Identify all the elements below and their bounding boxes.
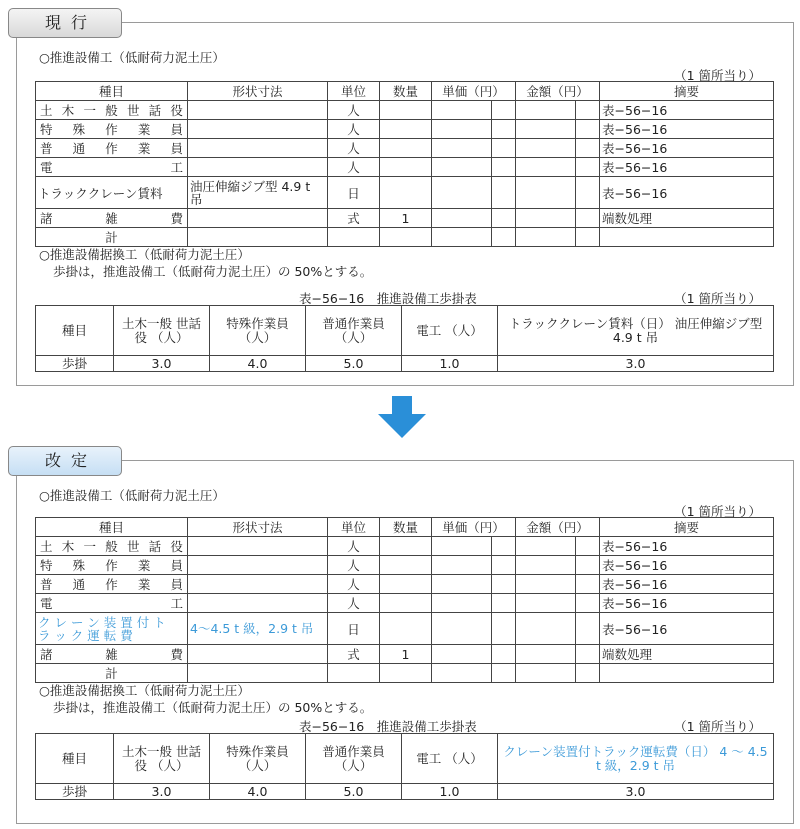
header-cell: 電工 （人）	[402, 734, 498, 784]
remark-cell: 表−56−16	[600, 120, 774, 139]
unit-note: （1 箇所当り）	[674, 291, 761, 306]
table-row	[36, 594, 774, 613]
unit-cell: 人	[328, 139, 380, 158]
unit-cell: 人	[328, 101, 380, 120]
shape-cell	[188, 537, 328, 556]
header-cell: 特殊作業員 （人）	[210, 306, 306, 356]
header-cell: 金額（円）	[516, 82, 600, 101]
item-cell: 計	[36, 228, 188, 247]
item-cell	[36, 209, 188, 228]
value-cell: 1.0	[402, 356, 498, 372]
heading-suishin-setsubi: ○推進設備工（低耐荷力泥土圧）	[39, 50, 225, 65]
item-cell	[36, 645, 188, 664]
table-title: 表−56−16 推進設備工歩掛表	[299, 291, 477, 306]
item-cell	[36, 139, 188, 158]
value-cell: 4.0	[210, 784, 306, 800]
shape-cell	[188, 139, 328, 158]
remark-cell: 表−56−16	[600, 575, 774, 594]
item-label: 普 通 作 業 員	[40, 577, 183, 592]
shape-cell: 油圧伸縮ジブ型 4.9 t 吊	[188, 177, 328, 209]
sentence-50-percent: 歩掛は，推進設備工（低耐荷力泥土圧）の 50%とする。	[53, 700, 373, 715]
item-label: 特 殊 作 業 員	[40, 558, 183, 573]
table-row	[36, 613, 774, 645]
header-cell: 単価（円）	[432, 518, 516, 537]
header-cell: 形状寸法	[188, 82, 328, 101]
item-cell	[36, 537, 188, 556]
table-row	[36, 209, 774, 228]
value-cell: 3.0	[498, 784, 774, 800]
remark-cell: 端数処理	[600, 209, 774, 228]
value-cell: 3.0	[498, 356, 774, 372]
remark-cell: 表−56−16	[600, 613, 774, 645]
unit-cell: 人	[328, 594, 380, 613]
header-cell: 摘要	[600, 82, 774, 101]
item-label: 諸 雑 費	[40, 211, 183, 226]
header-cell: 種目	[36, 518, 188, 537]
qty-cell	[380, 177, 432, 209]
table-header	[36, 734, 774, 784]
table-header	[36, 82, 774, 101]
unit-note: （1 箇所当り）	[674, 68, 761, 83]
shape-cell	[188, 209, 328, 228]
header-cell: 土木一般 世話役 （人）	[114, 734, 210, 784]
unit-cell: 式	[328, 209, 380, 228]
row-label: 歩掛	[36, 784, 114, 800]
header-cell: 形状寸法	[188, 518, 328, 537]
table-row	[36, 645, 774, 664]
header-cell: 数量	[380, 518, 432, 537]
table-row	[36, 120, 774, 139]
shape-cell	[188, 556, 328, 575]
header-cell: 数量	[380, 82, 432, 101]
shape-cell	[188, 645, 328, 664]
bugake-table	[35, 305, 774, 372]
remark-cell: 表−56−16	[600, 177, 774, 209]
item-cell	[36, 158, 188, 177]
tab-current: 現行	[8, 8, 122, 38]
row-label: 歩掛	[36, 356, 114, 372]
heading-suishin-setsubi: ○推進設備工（低耐荷力泥土圧）	[39, 488, 225, 503]
table-row	[36, 784, 774, 800]
table-header	[36, 518, 774, 537]
item-cell: 計	[36, 664, 188, 683]
sentence-50-percent: 歩掛は，推進設備工（低耐荷力泥土圧）の 50%とする。	[53, 264, 373, 279]
shape-cell	[188, 120, 328, 139]
table-row	[36, 101, 774, 120]
shape-cell	[188, 101, 328, 120]
table-row	[36, 228, 774, 247]
item-cell	[36, 120, 188, 139]
item-label: 電 工	[40, 596, 183, 611]
header-cell: クレーン装置付トラック運転費（日） 4 〜 4.5 t 級，2.9 t 吊	[498, 734, 774, 784]
unit-cell: 人	[328, 575, 380, 594]
unit-cell: 日	[328, 177, 380, 209]
value-cell: 4.0	[210, 356, 306, 372]
qty-cell	[380, 120, 432, 139]
item-label: 土 木 一 般 世 話 役	[40, 539, 183, 554]
heading-suekae: ○推進設備据換工（低耐荷力泥土圧）	[39, 247, 250, 262]
remark-cell: 表−56−16	[600, 101, 774, 120]
unit-cell: 人	[328, 556, 380, 575]
table-row	[36, 664, 774, 683]
item-cell	[36, 594, 188, 613]
value-cell: 3.0	[114, 356, 210, 372]
header-cell: 摘要	[600, 518, 774, 537]
unit-cell: 式	[328, 645, 380, 664]
bugake-table	[35, 733, 774, 800]
item-cell	[36, 101, 188, 120]
table-row	[36, 537, 774, 556]
table-header	[36, 306, 774, 356]
unit-cell: 人	[328, 158, 380, 177]
item-cell: トラッククレーン賃料	[36, 177, 188, 209]
table-row	[36, 356, 774, 372]
qty-cell	[380, 139, 432, 158]
item-cell	[36, 575, 188, 594]
item-label: 土 木 一 般 世 話 役	[40, 103, 183, 118]
header-cell: 普通作業員 （人）	[306, 734, 402, 784]
qty-cell	[380, 101, 432, 120]
qty-cell: 1	[380, 645, 432, 664]
section-current	[16, 22, 794, 386]
header-cell: 単位	[328, 82, 380, 101]
header-cell: 単位	[328, 518, 380, 537]
heading-suekae: ○推進設備据換工（低耐荷力泥土圧）	[39, 683, 250, 698]
table-row	[36, 575, 774, 594]
shape-cell	[188, 158, 328, 177]
header-cell: 普通作業員 （人）	[306, 306, 402, 356]
unit-note: （1 箇所当り）	[674, 504, 761, 519]
unit-cell: 人	[328, 120, 380, 139]
shape-cell: 4〜4.5 t 級，2.9 t 吊	[188, 613, 328, 645]
remark-cell: 表−56−16	[600, 594, 774, 613]
value-cell: 5.0	[306, 356, 402, 372]
item-cell: クレーン装置付トラック運転費	[36, 613, 188, 645]
header-cell: 金額（円）	[516, 518, 600, 537]
item-cell	[36, 556, 188, 575]
header-cell: 種目	[36, 306, 114, 356]
header-cell: 単価（円）	[432, 82, 516, 101]
value-cell: 5.0	[306, 784, 402, 800]
qty-cell: 1	[380, 209, 432, 228]
header-cell: 種目	[36, 734, 114, 784]
table-row	[36, 177, 774, 209]
table-row	[36, 139, 774, 158]
shape-cell	[188, 575, 328, 594]
unit-cell: 人	[328, 537, 380, 556]
unit-cell: 日	[328, 613, 380, 645]
qty-cell	[380, 575, 432, 594]
remark-cell: 表−56−16	[600, 139, 774, 158]
section-revised	[16, 460, 794, 824]
down-arrow-icon	[378, 396, 426, 438]
remark-cell: 表−56−16	[600, 158, 774, 177]
remark-cell: 端数処理	[600, 645, 774, 664]
item-label: 諸 雑 費	[40, 647, 183, 662]
cost-table	[35, 517, 774, 683]
item-label: 普 通 作 業 員	[40, 141, 183, 156]
qty-cell	[380, 158, 432, 177]
item-label: 電 工	[40, 160, 183, 175]
header-cell: 種目	[36, 82, 188, 101]
header-cell: 特殊作業員 （人）	[210, 734, 306, 784]
header-cell: 土木一般 世話役 （人）	[114, 306, 210, 356]
shape-cell	[188, 594, 328, 613]
remark-cell: 表−56−16	[600, 537, 774, 556]
cost-table	[35, 81, 774, 247]
unit-note: （1 箇所当り）	[674, 719, 761, 734]
qty-cell	[380, 537, 432, 556]
value-cell: 1.0	[402, 784, 498, 800]
header-cell: 電工 （人）	[402, 306, 498, 356]
item-label: 特 殊 作 業 員	[40, 122, 183, 137]
tab-revised: 改定	[8, 446, 122, 476]
qty-cell	[380, 594, 432, 613]
qty-cell	[380, 556, 432, 575]
value-cell: 3.0	[114, 784, 210, 800]
qty-cell	[380, 613, 432, 645]
table-row	[36, 556, 774, 575]
header-cell: トラッククレーン賃料（日） 油圧伸縮ジブ型 4.9 t 吊	[498, 306, 774, 356]
table-row	[36, 158, 774, 177]
remark-cell: 表−56−16	[600, 556, 774, 575]
table-title: 表−56−16 推進設備工歩掛表	[299, 719, 477, 734]
